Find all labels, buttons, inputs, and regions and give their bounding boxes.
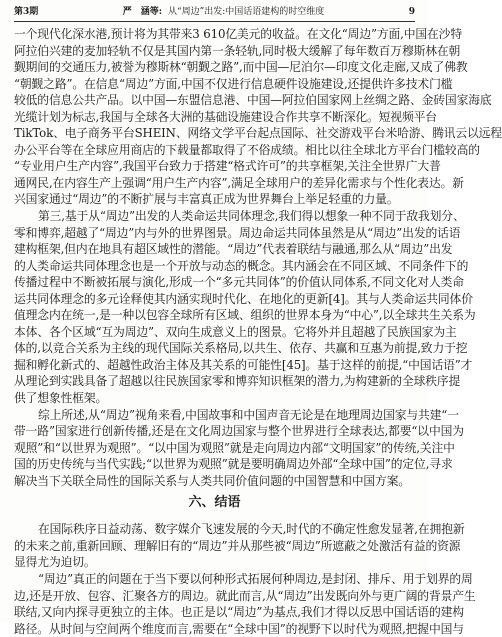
paragraph <box>14 407 464 490</box>
text-line: 觐期间的交通压力,被誉为穆斯林“朝觐之路”,而中国—尼泊尔—印度文化走廊,又成了佛教 <box>14 60 468 75</box>
text-line: 零和博弈,超越了“周边”内与外的世界图景。周边命运共同体虽然是从“周边”出发的话语 <box>14 225 461 240</box>
text-line: 值理念内在统一,是一种以包容全球所有区域、组织的世界本身为“中心”,以全球共生关系为 <box>14 308 476 323</box>
conclusion-text <box>14 521 476 637</box>
page-number: 9 <box>408 7 415 17</box>
text-line: 体的,以竞合关系为主线的现代国际关系格局,以共生、依存、共赢和互惠为前提,致力于挖 <box>14 341 468 356</box>
text-line: 联结,又向内探寻更独立的主体。也正是以“周边”为基点,我们才得以反思中国话语的建构 <box>14 605 464 620</box>
text-line: 办公平台等在全球应用商店的下载量都取得了不俗成绩。相比以往全球北方平台门槛较高的 <box>14 142 480 157</box>
text-line: 观照”和“以世界为观照”。“以中国为观照”就是走向周边内部“文明国家”的传统,关注中 <box>14 440 455 455</box>
text-line: “朝觐之路”。在信息“周边”方面,中国不仅进行信息硬件设施建设,还提供许多技术门槛 <box>14 76 453 91</box>
text-line: 建构框架,但内在地具有超区域性的潜能。“周边”代表着联结与融通,那么从“周边”出发 <box>14 242 453 257</box>
running-author: 严 涵等: <box>122 7 163 17</box>
issue-label: 第3期 <box>14 7 39 17</box>
text-line: 的未来之前,重新回顾、理解旧有的“周边”并从那些被“周边”所遮蔽之处激活有益的资源 <box>14 538 461 553</box>
text-line: 解决当下关联全局性的国际关系与人类共同价值问题的中国智慧和中国方案。 <box>14 473 410 488</box>
text-line: “周边”真正的问题在于当下要以何种形式拓展何种周边,是封闭、排斥、用于划界的周 <box>38 571 473 586</box>
article-running-title <box>38 6 408 18</box>
running-title-text: 从“周边”出发:中国话语建构的时空维度 <box>168 7 325 17</box>
text-line: 兴国家通过“周边”的不断扩展与丰富真正成为世界舞台上举足轻重的力量。 <box>14 192 399 207</box>
running-header <box>14 6 415 22</box>
text-line: 较低的信息公共产品。以中国—东盟信息港、中国—阿拉伯国家网上丝绸之路、金砖国家海底 <box>14 93 492 108</box>
text-line: 一个现代化深水港,预计将为其带来3 610亿美元的收益。在文化“周边”方面,中国在沙特 <box>14 27 462 41</box>
section-heading: 六、结语 <box>188 495 241 511</box>
text-line: 通网民,在内容生产上强调“用户生产内容”,满足全球用户的差异化需求与个性化表达。新 <box>14 175 464 190</box>
text-line: 光缆计划为标志,我国与全球各大洲的基础设施建设合作共享不断深化。短视频平台 <box>14 109 437 124</box>
text-line: “专业用户生产内容”,我国平台致力于搭建“格式许可”的共享框架,关注全世界广大普 <box>14 159 441 174</box>
body-text <box>14 26 502 489</box>
text-line: 边,还是开放、包容、汇聚各方的周边。就此而言,从“周边”出发既向外与更广阔的背景产生 <box>14 588 476 603</box>
text-line: 国的历史传统与当代实践;“以世界为观照”就是要明确周边外部“全球中国”的定位,寻求 <box>14 457 453 472</box>
text-line: 路径。从时间与空间两个维度而言,需要在“全球中国”的视野下以时代为观照,把握中国与 <box>14 621 464 636</box>
text-line: 综上所述,从“周边”视角来看,中国故事和中国声音无论是在地理周边国家与共建“一 <box>38 407 459 422</box>
paragraph <box>14 26 502 208</box>
text-line: 运共同体理念的多元诠释使其内涵实现时代化、在地化的更新[4]。其与人类命运共同体价 <box>14 291 473 306</box>
text-line: 的人类命运共同体理念也是一个开放与动态的概念。其内涵会在不同区域、不同条件下的 <box>14 258 469 273</box>
text-line: 传播过程中不断被拓展与演化,形成一个“多元共同体”的价值认同体系,不同文化对人类命 <box>14 275 464 290</box>
paragraph <box>14 571 476 637</box>
text-line: 本体、各个区域“互为周边”、双向生成意义上的图景。它将外并且超越了民族国家为主 <box>14 324 457 339</box>
text-line: 从理论到实践具备了超越以往民族国家零和博弈知识框架的潜力,为构建新的全球秩序提 <box>14 374 461 389</box>
text-line: TikTok、电子商务平台SHEIN、网络文学平台起点国际、社交游戏平台米哈游、腾讯云以远程 <box>14 126 502 141</box>
text-line: 带一路”国家进行创新传播,还是在文化周边国家与整个世界进行全球表达,都要“以中国为 <box>14 424 464 439</box>
text-line: 在国际秩序日益动荡、数字媒介飞速发展的今天,时代的不确定性愈发显著,在拥抱新 <box>38 522 465 537</box>
text-line: 第三,基于从“周边”出发的人类命运共同体理念,我们得以想象一种不同于敌我划分、 <box>38 209 465 224</box>
text-line: 掘和孵化新式的、超越性政治主体及其关系的可能性[45]。基于这样的前提,“中国话语”才 <box>14 357 473 372</box>
paragraph <box>14 521 465 571</box>
text-line: 供了想象性框架。 <box>14 391 108 406</box>
text-line: 阿拉伯兴建的麦加轻轨不仅是其国内第一条轻轨,同时极大缓解了每年数百万穆斯林在朝 <box>14 43 461 58</box>
text-line: 显得尤为迫切。 <box>14 555 96 570</box>
paragraph <box>14 208 476 407</box>
